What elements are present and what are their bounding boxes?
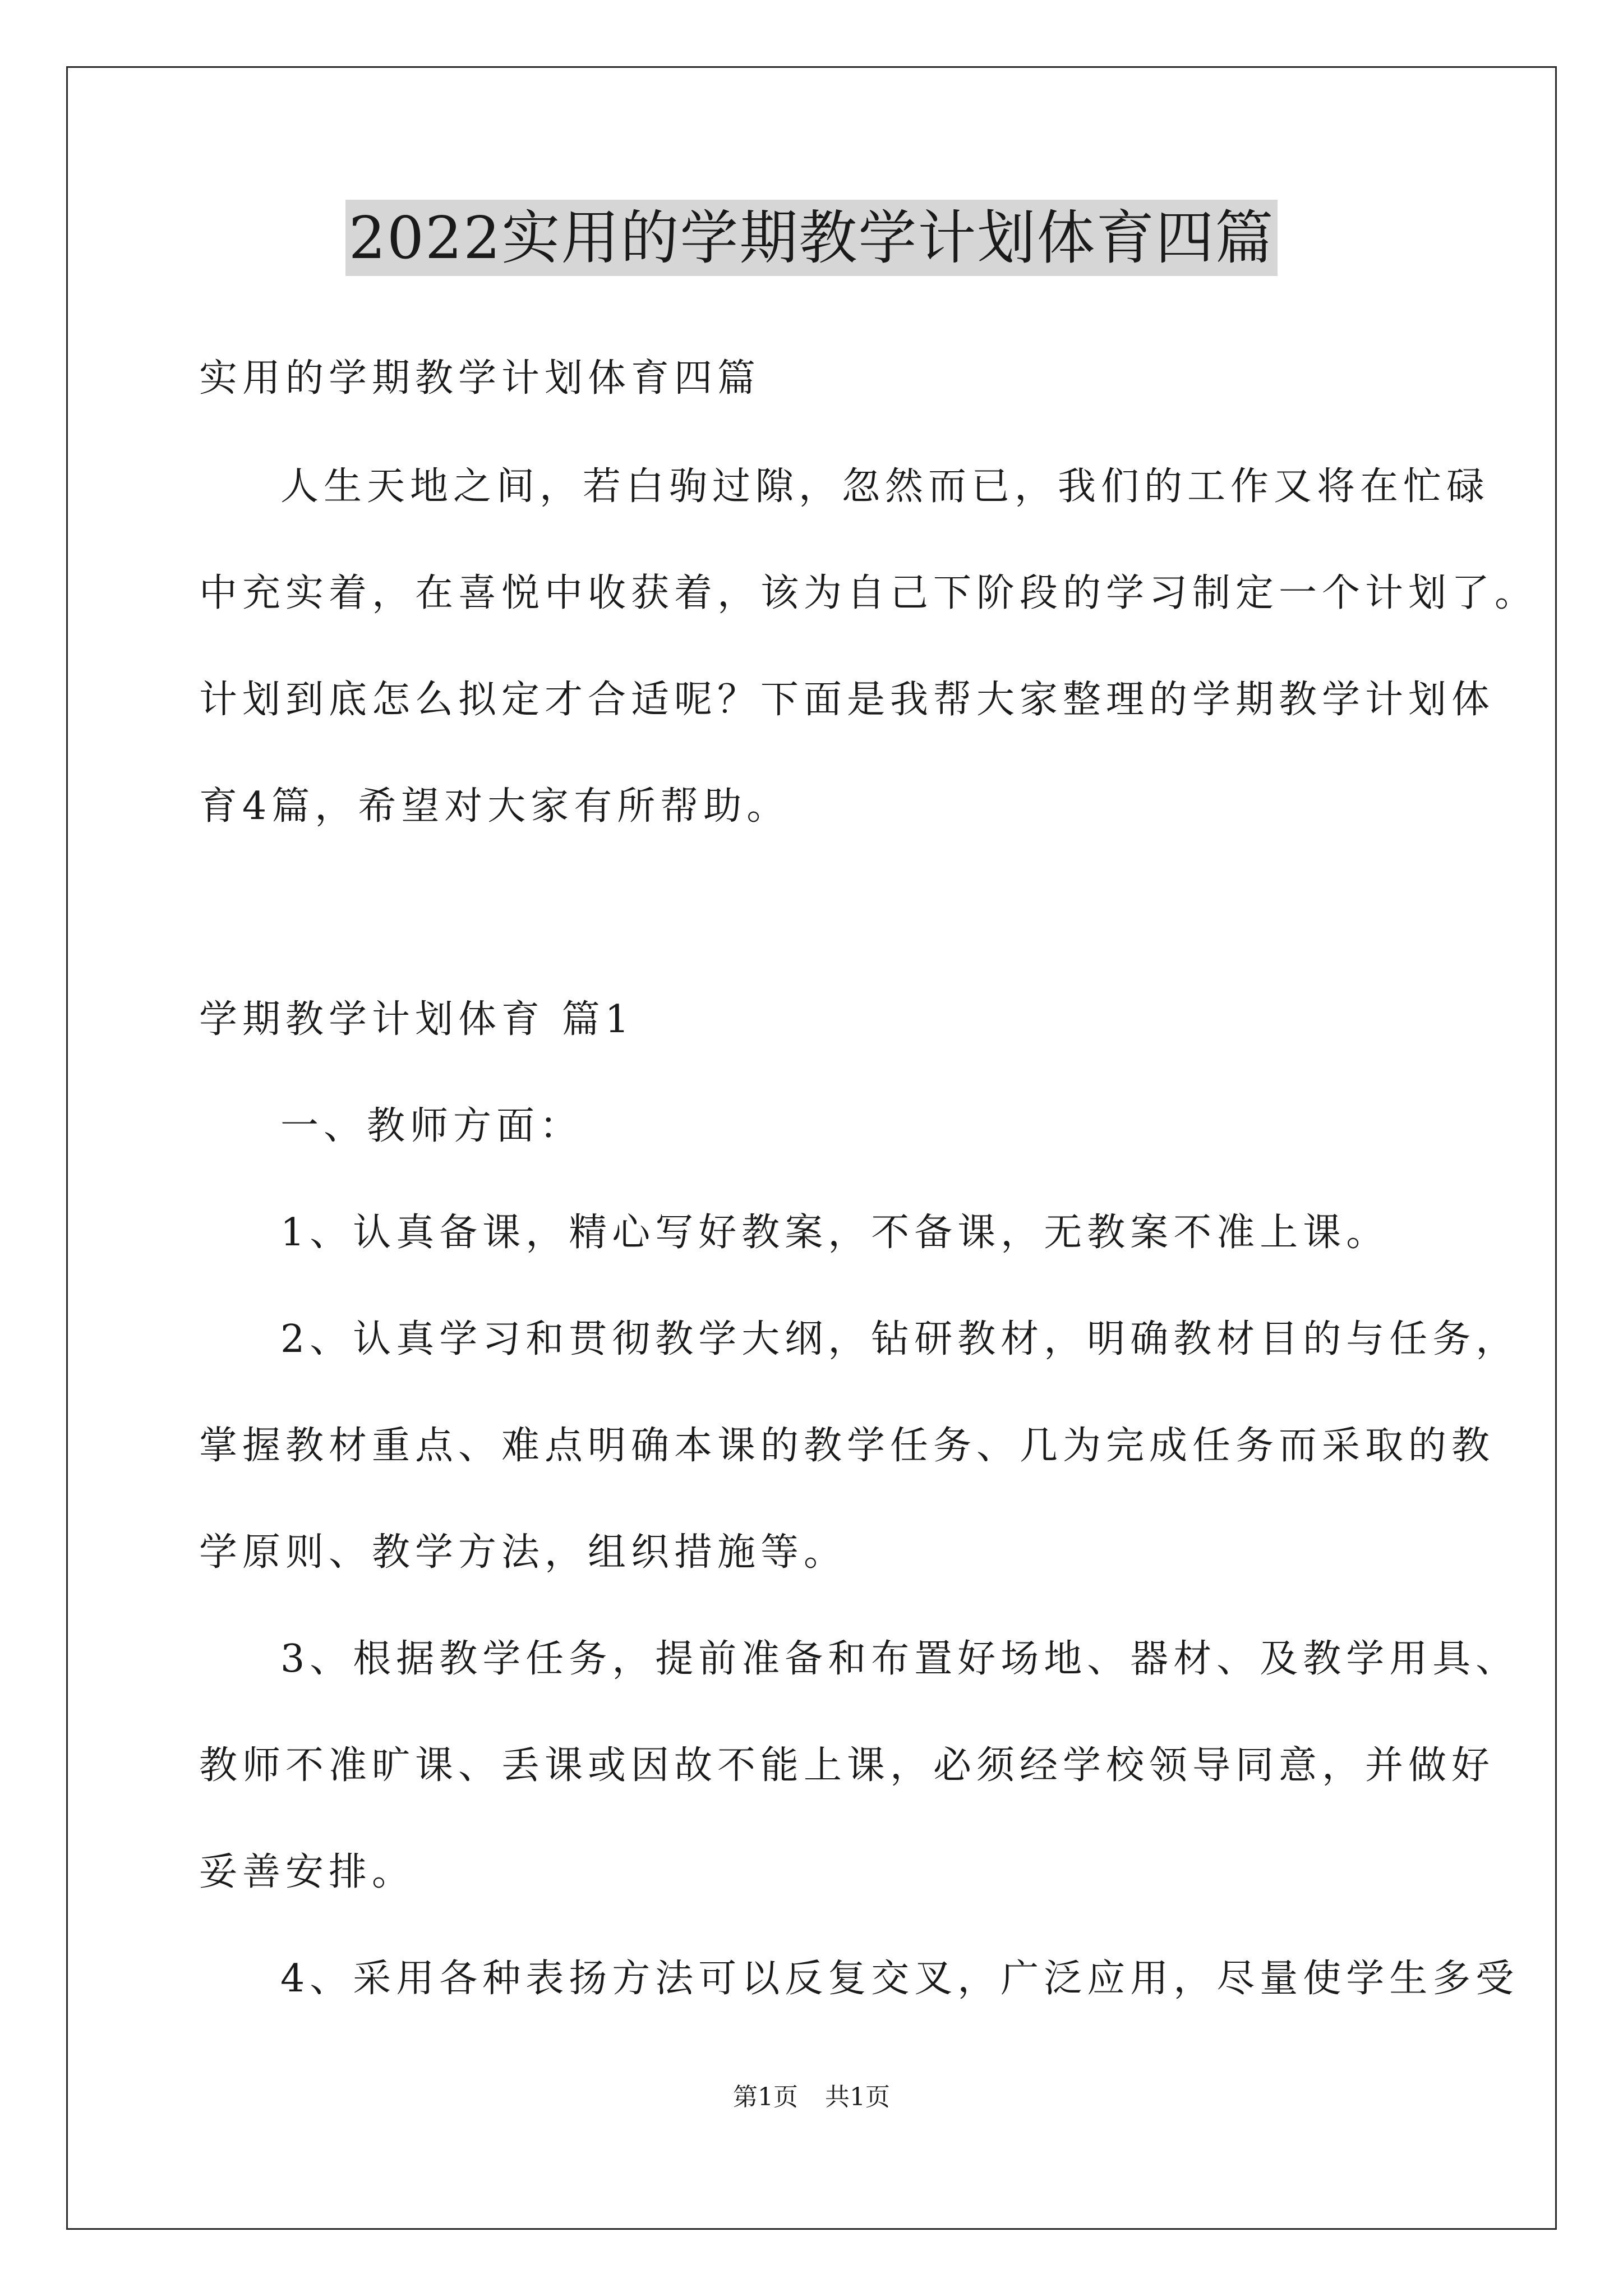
page-number: 第1页 bbox=[733, 2083, 798, 2111]
page-footer bbox=[0, 2081, 1623, 2114]
title-container bbox=[0, 200, 1623, 276]
intro-line-4: 育4篇，希望对大家有所帮助。 bbox=[199, 784, 790, 829]
body-line-3: 2、认真学习和贯彻教学大纲，钻研教材，明确教材目的与任务， bbox=[280, 1317, 1519, 1361]
body-line-9: 4、采用各种表扬方法可以反复交叉，广泛应用，尽量使学生多受 bbox=[280, 1957, 1519, 2001]
section-heading: 学期教学计划体育 篇1 bbox=[199, 997, 634, 1042]
body-line-8: 妥善安排。 bbox=[199, 1850, 416, 1894]
body-line-2: 1、认真备课，精心写好教案，不备课，无教案不准上课。 bbox=[280, 1211, 1390, 1255]
body-line-6: 3、根据教学任务，提前准备和布置好场地、器材、及教学用具、 bbox=[280, 1637, 1519, 1681]
intro-line-3: 计划到底怎么拟定才合适呢？下面是我帮大家整理的学期教学计划体 bbox=[199, 678, 1495, 722]
document-title: 2022实用的学期教学计划体育四篇 bbox=[345, 200, 1278, 276]
body-line-5: 学原则、教学方法，组织措施等。 bbox=[199, 1530, 847, 1575]
page-total: 共1页 bbox=[825, 2083, 890, 2111]
body-line-4: 掌握教材重点、难点明确本课的教学任务、几为完成任务而采取的教 bbox=[199, 1424, 1495, 1468]
intro-line-1: 人生天地之间，若白驹过隙，忽然而已，我们的工作又将在忙碌 bbox=[280, 464, 1490, 509]
body-line-7: 教师不准旷课、丢课或因故不能上课，必须经学校领导同意，并做好 bbox=[199, 1743, 1495, 1788]
document-subtitle: 实用的学期教学计划体育四篇 bbox=[199, 356, 761, 401]
body-line-1: 一、教师方面： bbox=[280, 1104, 583, 1148]
intro-line-2: 中充实着，在喜悦中收获着，该为自己下阶段的学习制定一个计划了。 bbox=[199, 571, 1538, 615]
